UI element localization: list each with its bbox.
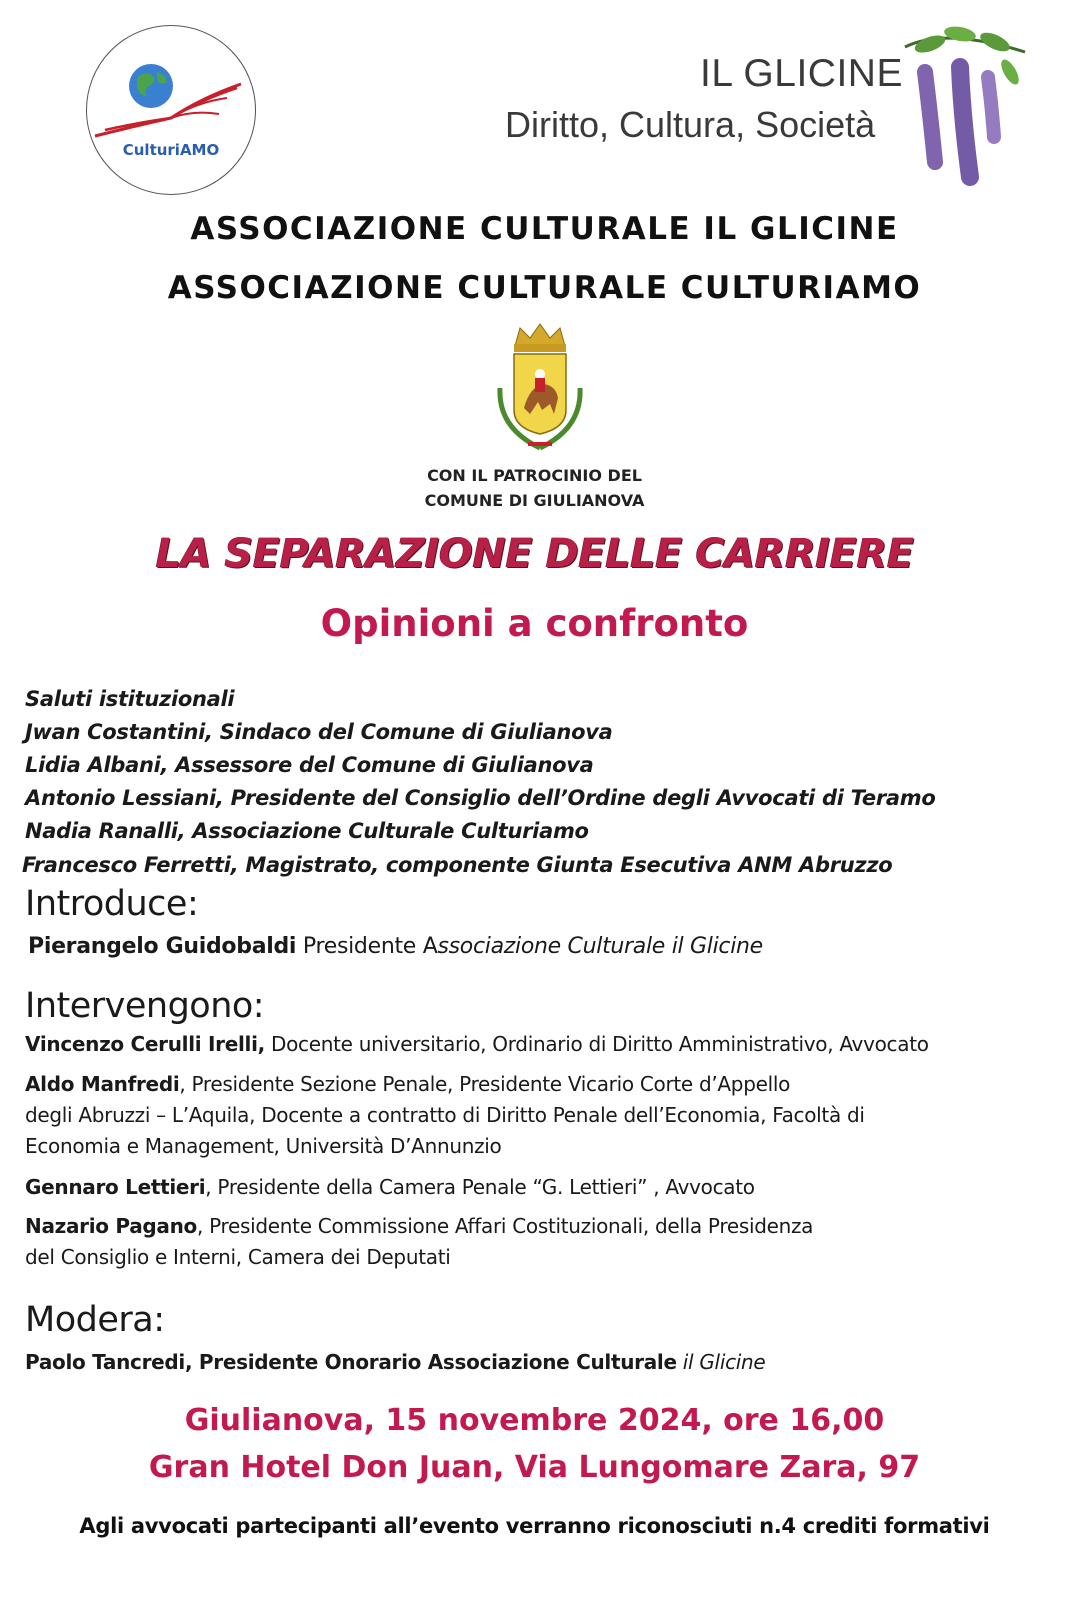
greeting-item: Antonio Lessiani, Presidente del Consiglio dell’Ordine degli Avvocati di Teramo	[25, 786, 936, 810]
culturiamo-logo	[86, 25, 256, 195]
introducer-role: Presidente A	[296, 934, 438, 959]
glicine-logo-title: IL GLICINE	[700, 52, 903, 95]
speaker-role: , Presidente Sezione Penale, Presidente Vicario Corte d’Appello	[179, 1072, 791, 1096]
event-venue: Gran Hotel Don Juan, Via Lungomare Zara, 97	[148, 1450, 921, 1485]
speaker-role-line: Economia e Management, Università D’Annunzio	[25, 1134, 502, 1158]
event-date: Giulianova, 15 novembre 2024, ore 16,00	[184, 1403, 885, 1438]
speaker-role: , Presidente Commissione Affari Costituzionali, della Presidenza	[197, 1214, 814, 1238]
greetings-heading: Saluti istituzionali	[25, 687, 235, 711]
speaker-name: Aldo Manfredi	[25, 1072, 180, 1096]
patronage-line: COMUNE DI GIULIANOVA	[424, 491, 645, 510]
introducer-org: ssociazione Culturale	[437, 934, 666, 959]
moderator-text: Paolo Tancredi, Presidente Onorario Associazione Culturale	[25, 1350, 677, 1374]
wisteria-icon	[900, 22, 1030, 187]
patronage-line: CON IL PATROCINIO DEL	[427, 466, 642, 485]
greeting-item: Lidia Albani, Assessore del Comune di Giulianova	[25, 753, 594, 777]
speaker-entry	[25, 1214, 813, 1238]
event-subtitle: Opinioni a confronto	[320, 602, 749, 645]
speaker-role: , Presidente della Camera Penale “G. Lettieri” , Avvocato	[205, 1175, 755, 1199]
organizer-heading: ASSOCIAZIONE CULTURALE CULTURIAMO	[167, 270, 922, 306]
credits-note: Agli avvocati partecipanti all’evento verranno riconosciuti n.4 crediti formativi	[79, 1514, 990, 1538]
event-title: LA SEPARAZIONE DELLE CARRIERE	[155, 531, 914, 577]
speaker-name: Gennaro Lettieri	[25, 1175, 206, 1199]
greeting-item: Jwan Costantini, Sindaco del Comune di Giulianova	[25, 720, 613, 744]
greeting-item: Nadia Ranalli, Associazione Culturale Culturiamo	[25, 819, 589, 843]
introducer-org-name: il Glicine	[665, 934, 763, 959]
speaker-name: Vincenzo Cerulli Irelli,	[25, 1032, 265, 1056]
glicine-logo-subtitle: Diritto, Cultura, Società	[505, 104, 876, 145]
speaker-entry	[25, 1032, 929, 1056]
introduce-heading: Introduce:	[25, 884, 199, 924]
organizer-heading: ASSOCIAZIONE CULTURALE IL GLICINE	[190, 211, 899, 247]
moderator-line	[25, 1350, 765, 1374]
globe-book-icon	[87, 26, 255, 194]
speaker-name: Nazario Pagano	[25, 1214, 198, 1238]
coat-of-arms-icon	[480, 318, 600, 458]
speaker-entry	[25, 1072, 790, 1096]
speakers-heading: Intervengono:	[25, 986, 265, 1026]
culturiamo-logo-text: CulturiAMO	[122, 141, 220, 159]
introducer-name: Pierangelo Guidobaldi	[28, 934, 297, 959]
greeting-item: Francesco Ferretti, Magistrato, componente Giunta Esecutiva ANM Abruzzo	[22, 853, 893, 877]
introducer-line	[28, 934, 763, 959]
speaker-role-line: del Consiglio e Interni, Camera dei Deputati	[25, 1245, 451, 1269]
speaker-entry	[25, 1175, 755, 1199]
moderator-org-name: il Glicine	[676, 1350, 766, 1374]
moderator-heading: Modera:	[25, 1300, 165, 1340]
speaker-role-line: degli Abruzzi – L’Aquila, Docente a contratto di Diritto Penale dell’Economia, Facoltà di	[25, 1103, 865, 1127]
speaker-role: Docente universitario, Ordinario di Diritto Amministrativo, Avvocato	[264, 1032, 929, 1056]
